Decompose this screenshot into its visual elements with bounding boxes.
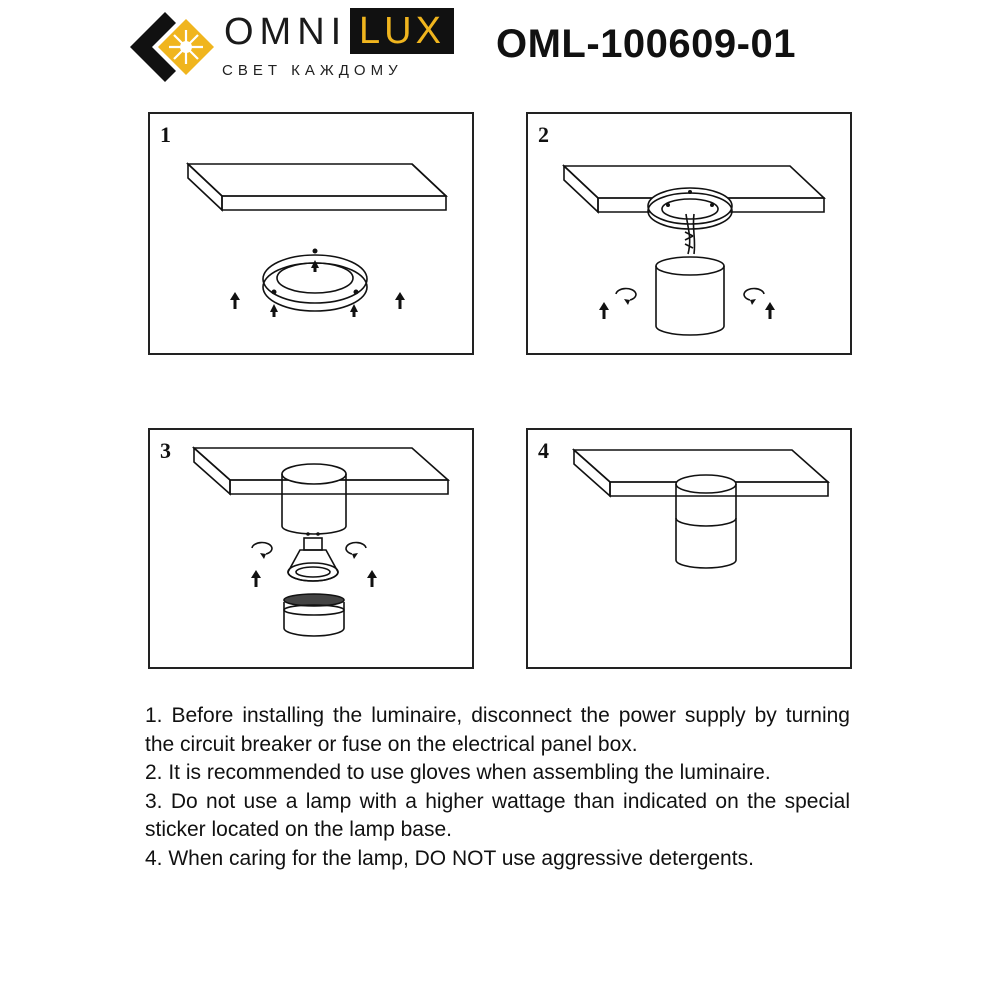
step-4-number: 4 bbox=[538, 438, 549, 463]
brand-name-omni: OMNI bbox=[224, 11, 348, 53]
step-2-diagram bbox=[528, 114, 850, 353]
step-2-panel bbox=[526, 112, 852, 355]
step-3-diagram bbox=[150, 430, 472, 667]
omnilux-logo-icon bbox=[128, 10, 218, 84]
brand-name-lux: LUX bbox=[350, 8, 454, 54]
step-4-panel bbox=[526, 428, 852, 669]
step-1-number: 1 bbox=[160, 122, 171, 147]
step-4-diagram bbox=[528, 430, 850, 667]
brand-slogan: СВЕТ КАЖДОМУ bbox=[222, 62, 403, 79]
header bbox=[0, 0, 1000, 100]
step-1-panel bbox=[148, 112, 474, 355]
step-3-number: 3 bbox=[160, 438, 171, 463]
step-1-diagram bbox=[150, 114, 472, 353]
instruction-item: 3. Do not use a lamp with a higher wattage than indicated on the special sticker located on the lamp base. bbox=[145, 789, 850, 842]
safety-instructions bbox=[145, 702, 850, 874]
instruction-item: 2. It is recommended to use gloves when assembling the luminaire. bbox=[145, 761, 771, 785]
instruction-item: 1. Before installing the luminaire, disconnect the power supply by turning the circuit breaker or fuse on the electrical panel box. bbox=[145, 704, 850, 756]
step-2-number: 2 bbox=[538, 122, 549, 147]
step-3-panel bbox=[148, 428, 474, 669]
model-number: OML-100609-01 bbox=[496, 22, 796, 66]
instruction-item: 4. When caring for the lamp, DO NOT use aggressive detergents. bbox=[145, 846, 754, 870]
